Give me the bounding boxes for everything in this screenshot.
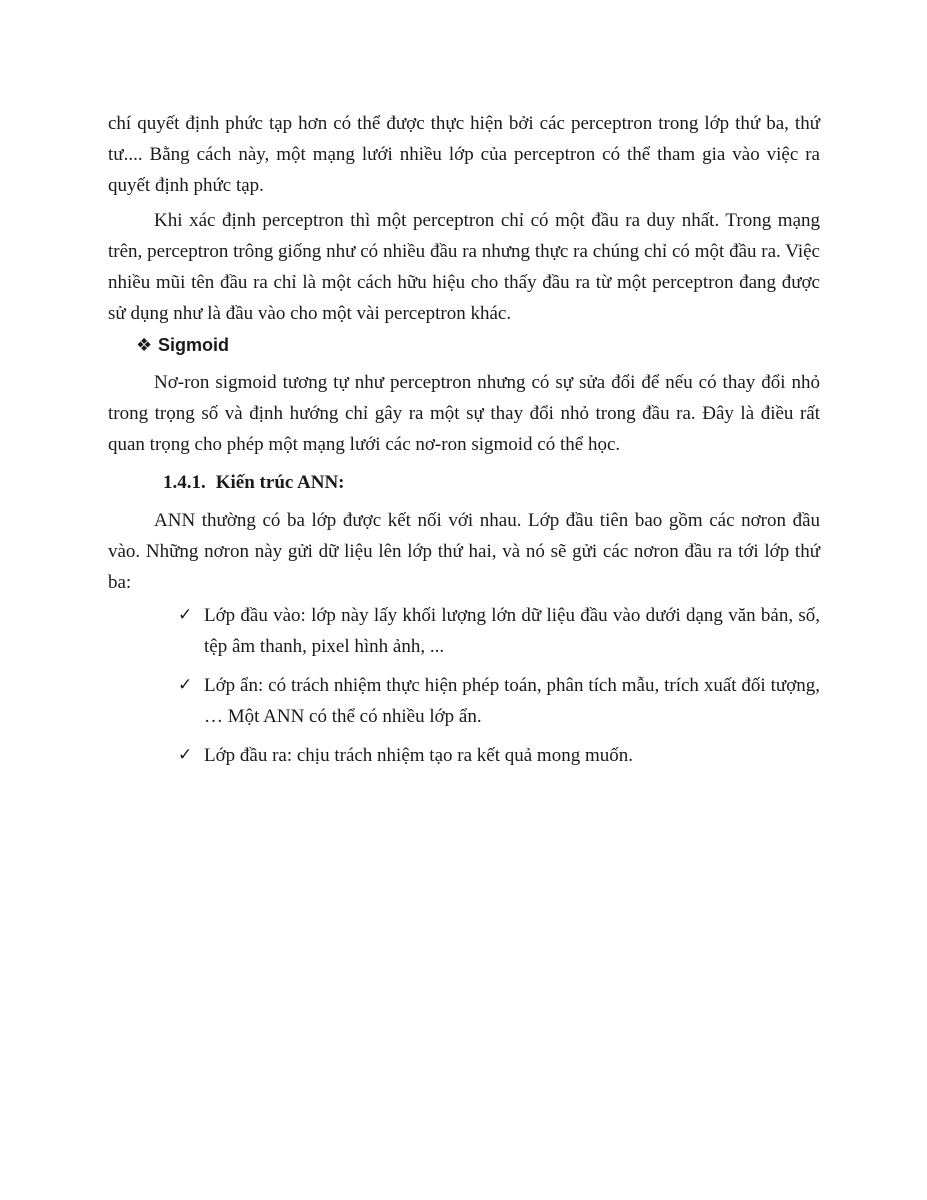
section-title: Kiến trúc ANN: bbox=[215, 472, 345, 493]
section-number: 1.4.1. bbox=[163, 472, 206, 493]
paragraph-ann-layers: ANN thường có ba lớp được kết nối với nhau. Lớp đầu tiên bao gồm các nơron đầu vào. Những nơron này gửi dữ liệu lên lớp thứ hai, và nó sẽ gửi các nơron đầu ra tới lớp thứ ba: bbox=[108, 510, 820, 593]
checkmark-icon: ✓ bbox=[178, 745, 193, 765]
diamond-bullet-icon: ❖ bbox=[136, 335, 153, 355]
section-heading-ann-architecture bbox=[163, 467, 345, 498]
list-item-text: Lớp đầu vào: lớp này lấy khối lượng lớn dữ liệu đầu vào dưới dạng văn bản, số, tệp âm thanh, pixel hình ảnh, ... bbox=[204, 605, 820, 657]
paragraph-complex-decisions: chí quyết định phức tạp hơn có thể được thực hiện bởi các perceptron trong lớp thứ ba, thứ tư.... Bằng cách này, một mạng lưới nhiều lớp của perceptron có thể tham gia vào việc ra quyết định phức tạp. bbox=[108, 113, 820, 196]
checkmark-icon: ✓ bbox=[178, 605, 193, 625]
paragraph-sigmoid-neuron: Nơ-ron sigmoid tương tự như perceptron nhưng có sự sửa đổi để nếu có thay đổi nhỏ trong trọng số và định hướng chỉ gây ra một sự thay đổi nhỏ trong đầu ra. Đây là điều rất quan trọng cho phép một mạng lưới các nơ-ron sigmoid có thể học. bbox=[108, 372, 820, 455]
list-item-output-layer bbox=[178, 740, 820, 771]
layer-checklist bbox=[178, 600, 820, 779]
list-item-hidden-layer bbox=[178, 670, 820, 732]
list-item-input-layer bbox=[178, 600, 820, 662]
paragraph-perceptron-output: Khi xác định perceptron thì một perceptron chỉ có một đầu ra duy nhất. Trong mạng trên, perceptron trông giống như có nhiều đầu ra nhưng thực ra chúng chỉ có một đầu ra. Việc nhiều mũi tên đầu ra chỉ là một cách hữu hiệu cho thấy đầu ra từ một perceptron đang được sử dụng như là đầu vào cho một vài perceptron khác. bbox=[108, 210, 820, 324]
checkmark-icon: ✓ bbox=[178, 675, 193, 695]
list-item-text: Lớp ẩn: có trách nhiệm thực hiện phép toán, phân tích mẫu, trích xuất đối tượng, … Một ANN có thể có nhiều lớp ẩn. bbox=[204, 675, 820, 727]
sigmoid-heading-title: Sigmoid bbox=[158, 335, 229, 355]
list-item-text: Lớp đầu ra: chịu trách nhiệm tạo ra kết quả mong muốn. bbox=[204, 745, 633, 766]
sigmoid-heading bbox=[136, 330, 229, 361]
